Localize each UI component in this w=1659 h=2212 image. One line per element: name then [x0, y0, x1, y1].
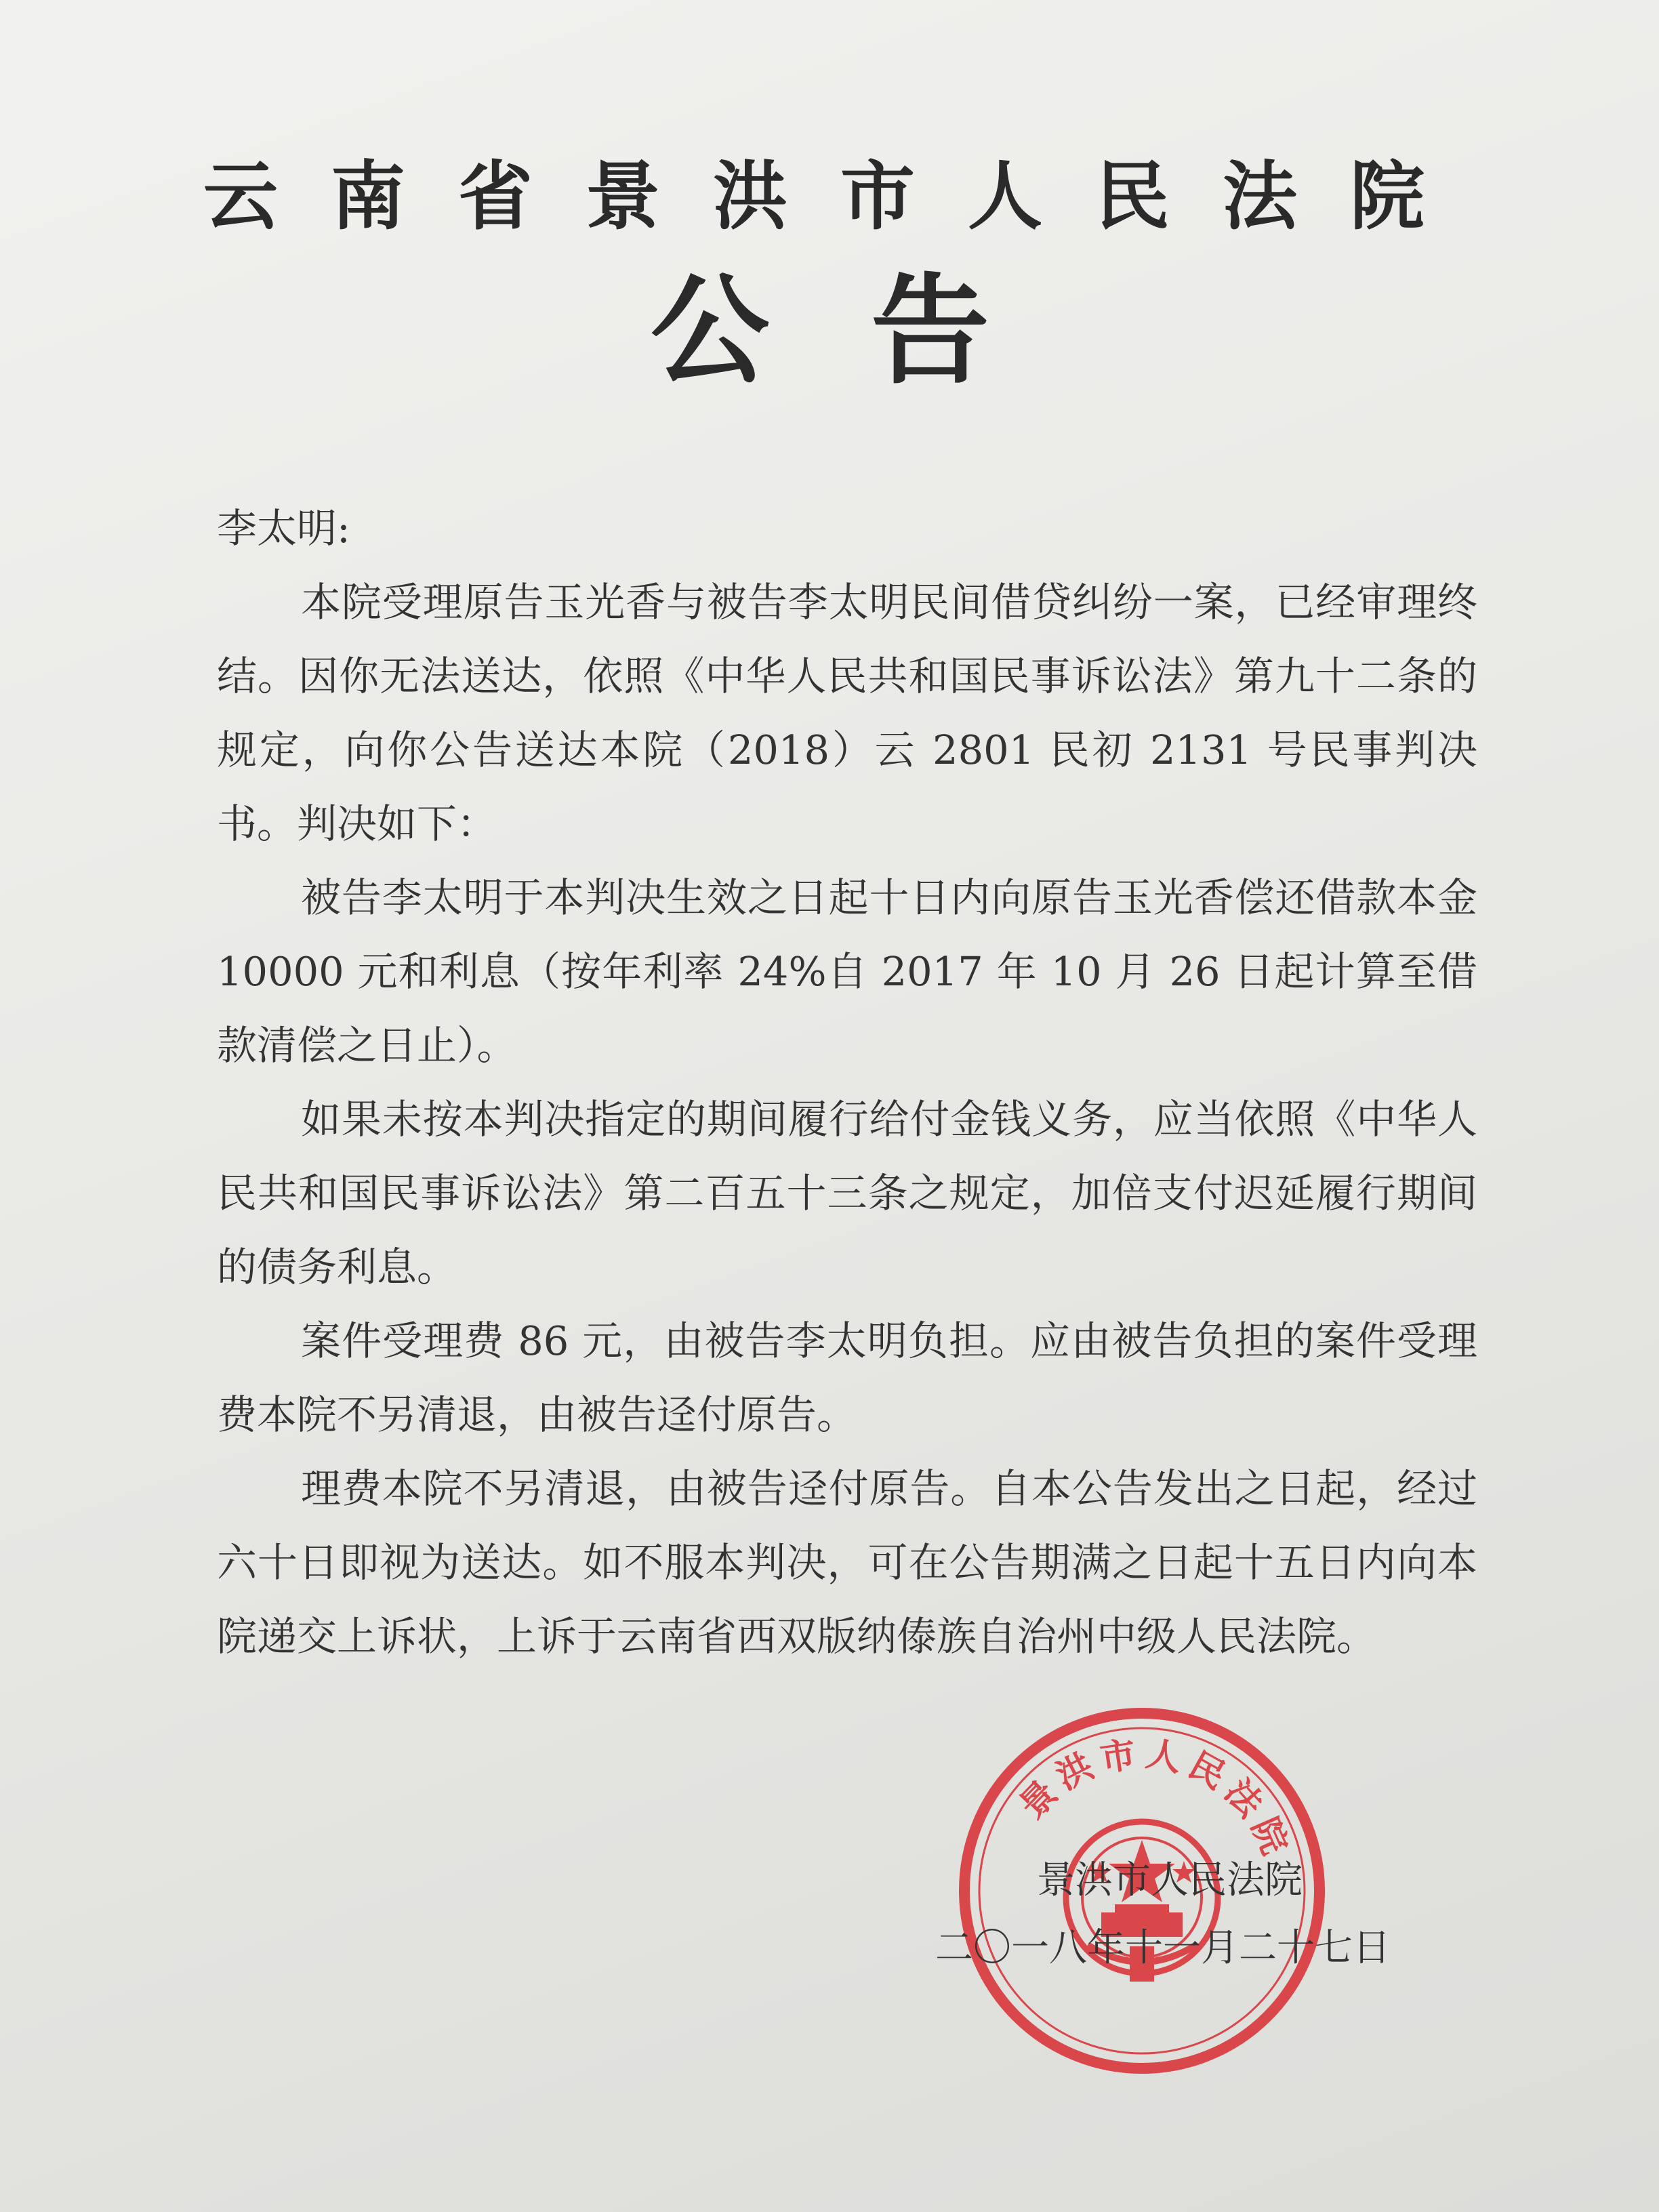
paragraph-late-interest: 如果未按本判决指定的期间履行给付金钱义务，应当依照《中华人民共和国民事诉讼法》第二百五十三条之规定，加倍支付迟延履行期间的债务利息。: [217, 1096, 1477, 1290]
signature-block: [935, 1847, 1443, 1982]
paragraph-case-fee: 案件受理费 86 元，由被告李太明负担。应由被告负担的案件受理费本院不另清退，由被告迳付原告。: [217, 1317, 1477, 1438]
signature-court: 景洪市人民法院: [1037, 1858, 1303, 1902]
seal-text: 景洪市人民法院: [1012, 1733, 1298, 1867]
paragraph-judgment: 被告李太明于本判决生效之日起十日内向原告玉光香偿还借款本金 10000 元和利息（按年利率 24%自 2017 年 10 月 26 日起计算至借款清偿之日止）。: [217, 874, 1477, 1069]
signature-date: 二〇一八年十一月二十七日: [935, 1926, 1391, 1970]
notice-title: 公告: [651, 263, 1091, 401]
notice-body: [217, 491, 1477, 1673]
paragraph-appeal: 理费本院不另清退，由被告迳付原告。自本公告发出之日起，经过六十日即视为送达。如不服本判决，可在公告期满之日起十五日内向本院递交上诉状，上诉于云南省西双版纳傣族自治州中级人民法院。: [217, 1465, 1477, 1660]
paragraph-case-intro: 本院受理原告玉光香与被告李太明民间借贷纠纷一案，已经审理终结。因你无法送达，依照《中华人民共和国民事诉讼法》第九十二条的规定，向你公告送达本院（2018）云 2801 民初 2131 号民事判决书。判决如下：: [217, 579, 1477, 847]
addressee: 李太明:: [217, 505, 350, 552]
court-name-heading: 云南省景洪市人民法院: [203, 153, 1477, 240]
